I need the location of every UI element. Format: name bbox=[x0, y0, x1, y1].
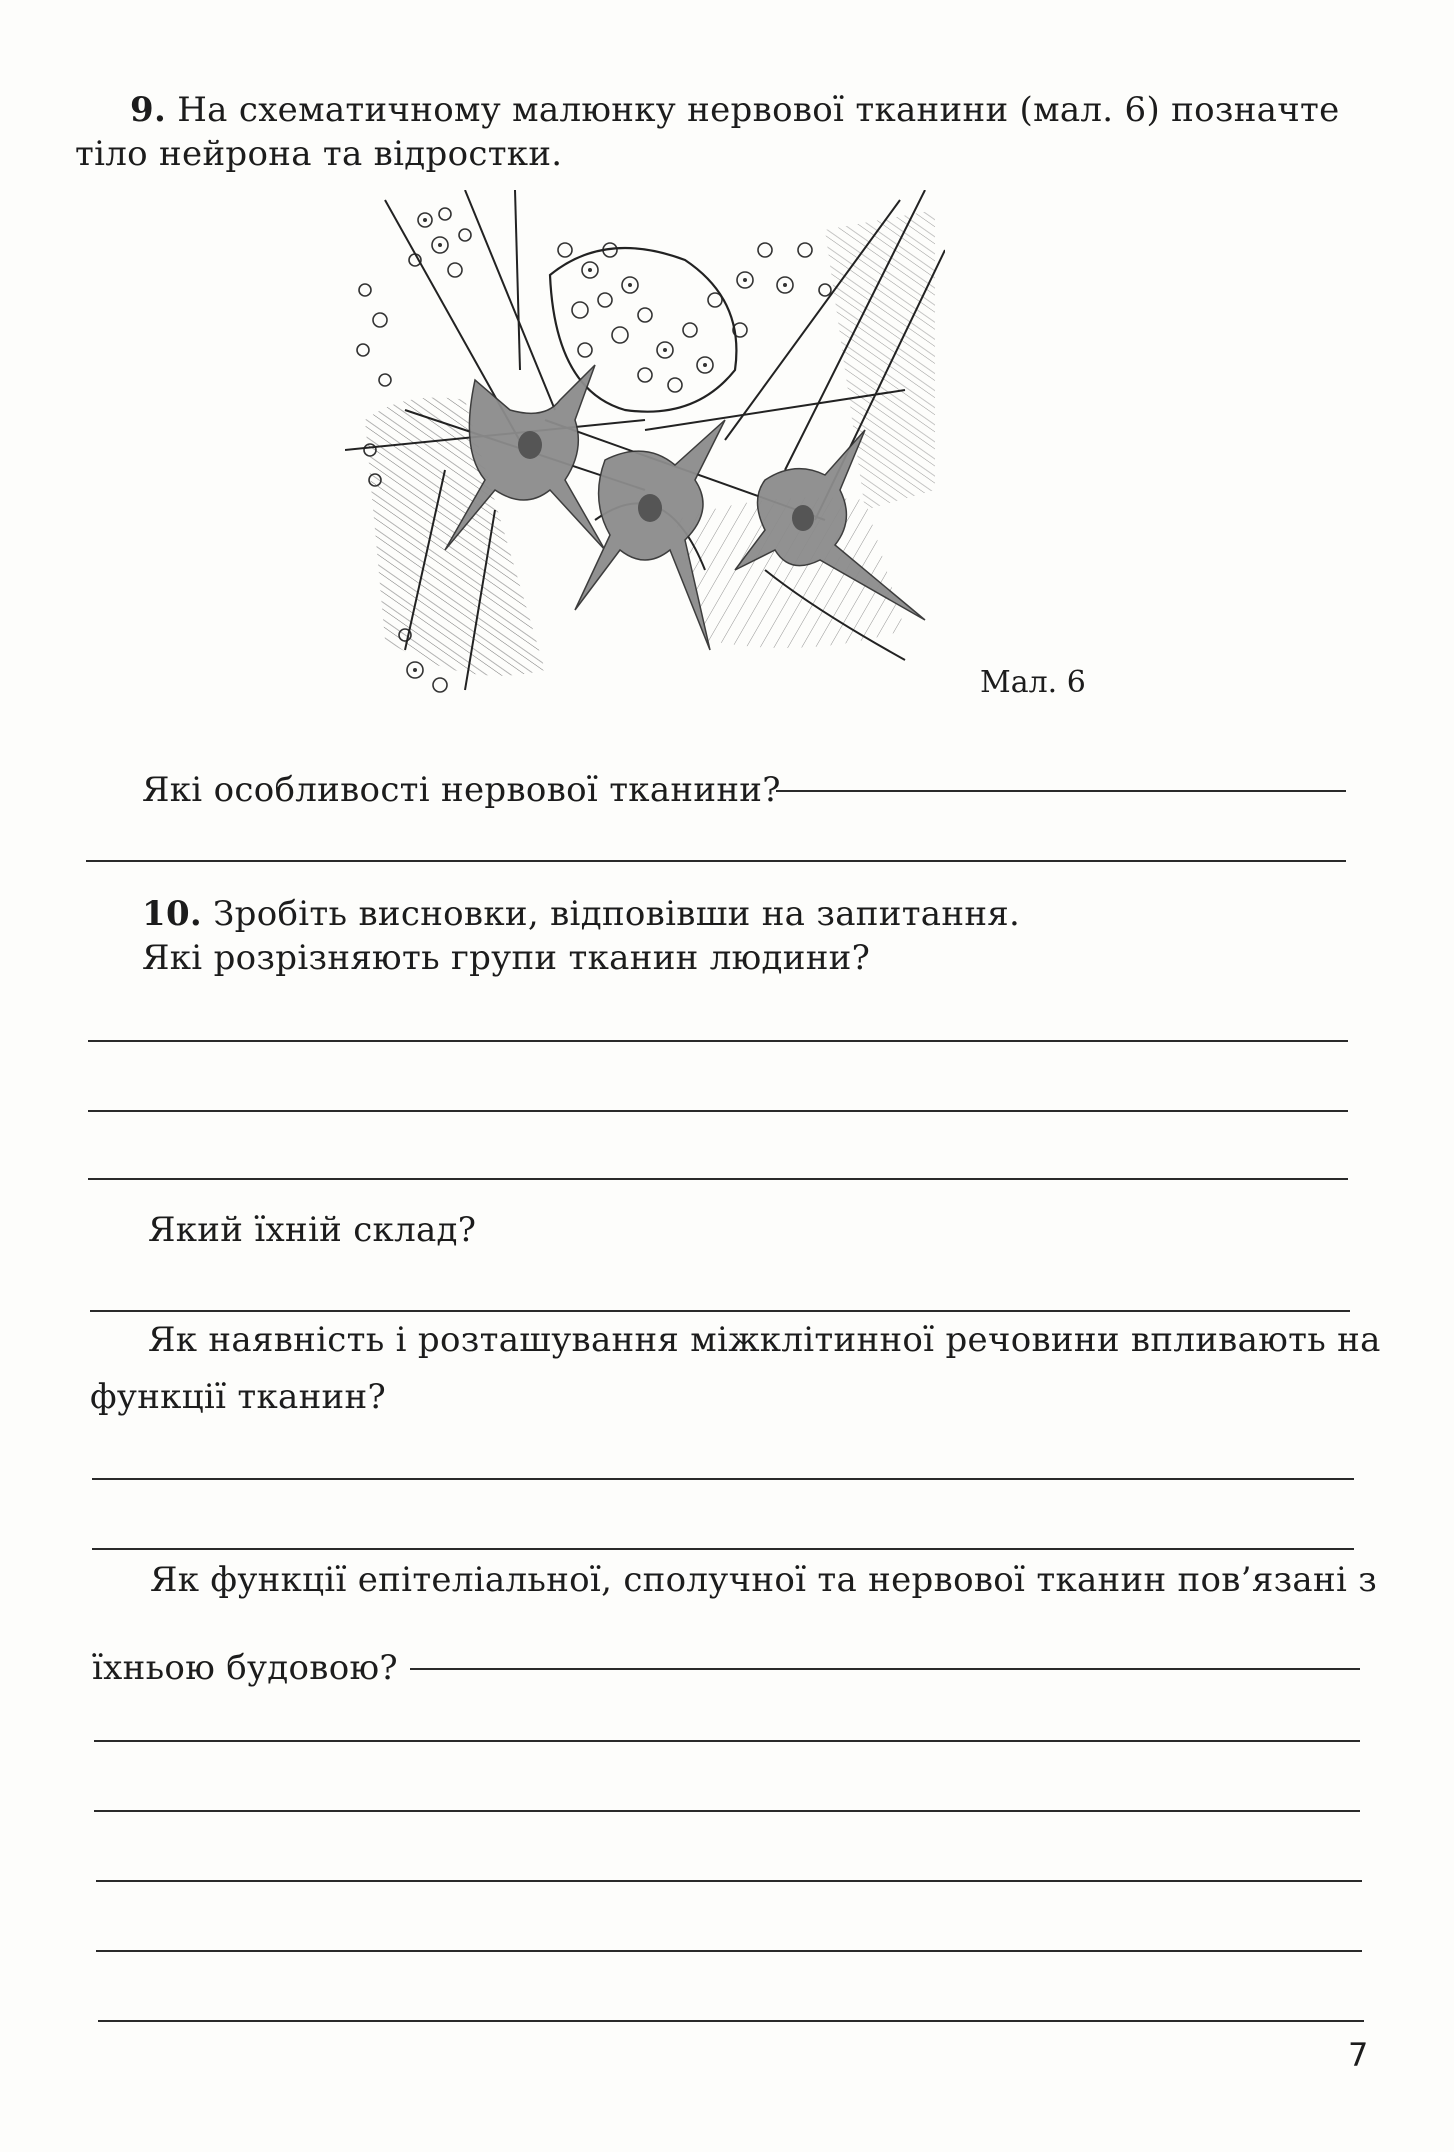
q9-number: 9. bbox=[130, 90, 167, 130]
q9-line1 bbox=[130, 88, 1340, 132]
q9-text-line1: На схематичному малюнку нервової тканини (мал. 6) позначте bbox=[177, 90, 1340, 130]
q10-question2: Який їхній склад? bbox=[148, 1210, 477, 1250]
answer-line[interactable] bbox=[410, 1668, 1360, 1670]
q9-question: Які особливості нервової тканини? bbox=[142, 770, 781, 810]
answer-line[interactable] bbox=[90, 1310, 1350, 1312]
answer-line[interactable] bbox=[88, 1178, 1348, 1180]
q9-text-line2: тіло нейрона та відростки. bbox=[75, 134, 563, 174]
page-number: 7 bbox=[1348, 2036, 1369, 2074]
answer-line[interactable] bbox=[96, 1880, 1362, 1882]
figure-caption: Мал. 6 bbox=[980, 665, 1086, 700]
answer-line[interactable] bbox=[94, 1740, 1360, 1742]
q10-question4-line1: Як функції епітеліальної, сполучної та нервової тканин пов’язані з bbox=[150, 1560, 1378, 1600]
answer-line[interactable] bbox=[94, 1810, 1360, 1812]
q10-question3-line2: функції тканин? bbox=[90, 1377, 386, 1417]
q10-intro-line bbox=[142, 892, 1020, 936]
q10-intro: Зробіть висновки, відповівши на запитання. bbox=[213, 894, 1021, 934]
answer-line[interactable] bbox=[88, 1110, 1348, 1112]
q10-question4-line2: їхньою будовою? bbox=[92, 1648, 398, 1688]
answer-line[interactable] bbox=[88, 1040, 1348, 1042]
answer-line[interactable] bbox=[98, 2020, 1364, 2022]
q10-question1: Які розрізняють групи тканин людини? bbox=[142, 938, 871, 978]
answer-line[interactable] bbox=[92, 1548, 1354, 1550]
answer-line[interactable] bbox=[92, 1478, 1354, 1480]
q10-number: 10. bbox=[142, 894, 203, 934]
answer-line[interactable] bbox=[86, 860, 1346, 862]
answer-line[interactable] bbox=[96, 1950, 1362, 1952]
q10-question3-line1: Як наявність і розташування міжклітинної речовини впливають на bbox=[148, 1320, 1381, 1360]
nervous-tissue-figure bbox=[345, 190, 945, 700]
answer-line[interactable] bbox=[776, 790, 1346, 792]
